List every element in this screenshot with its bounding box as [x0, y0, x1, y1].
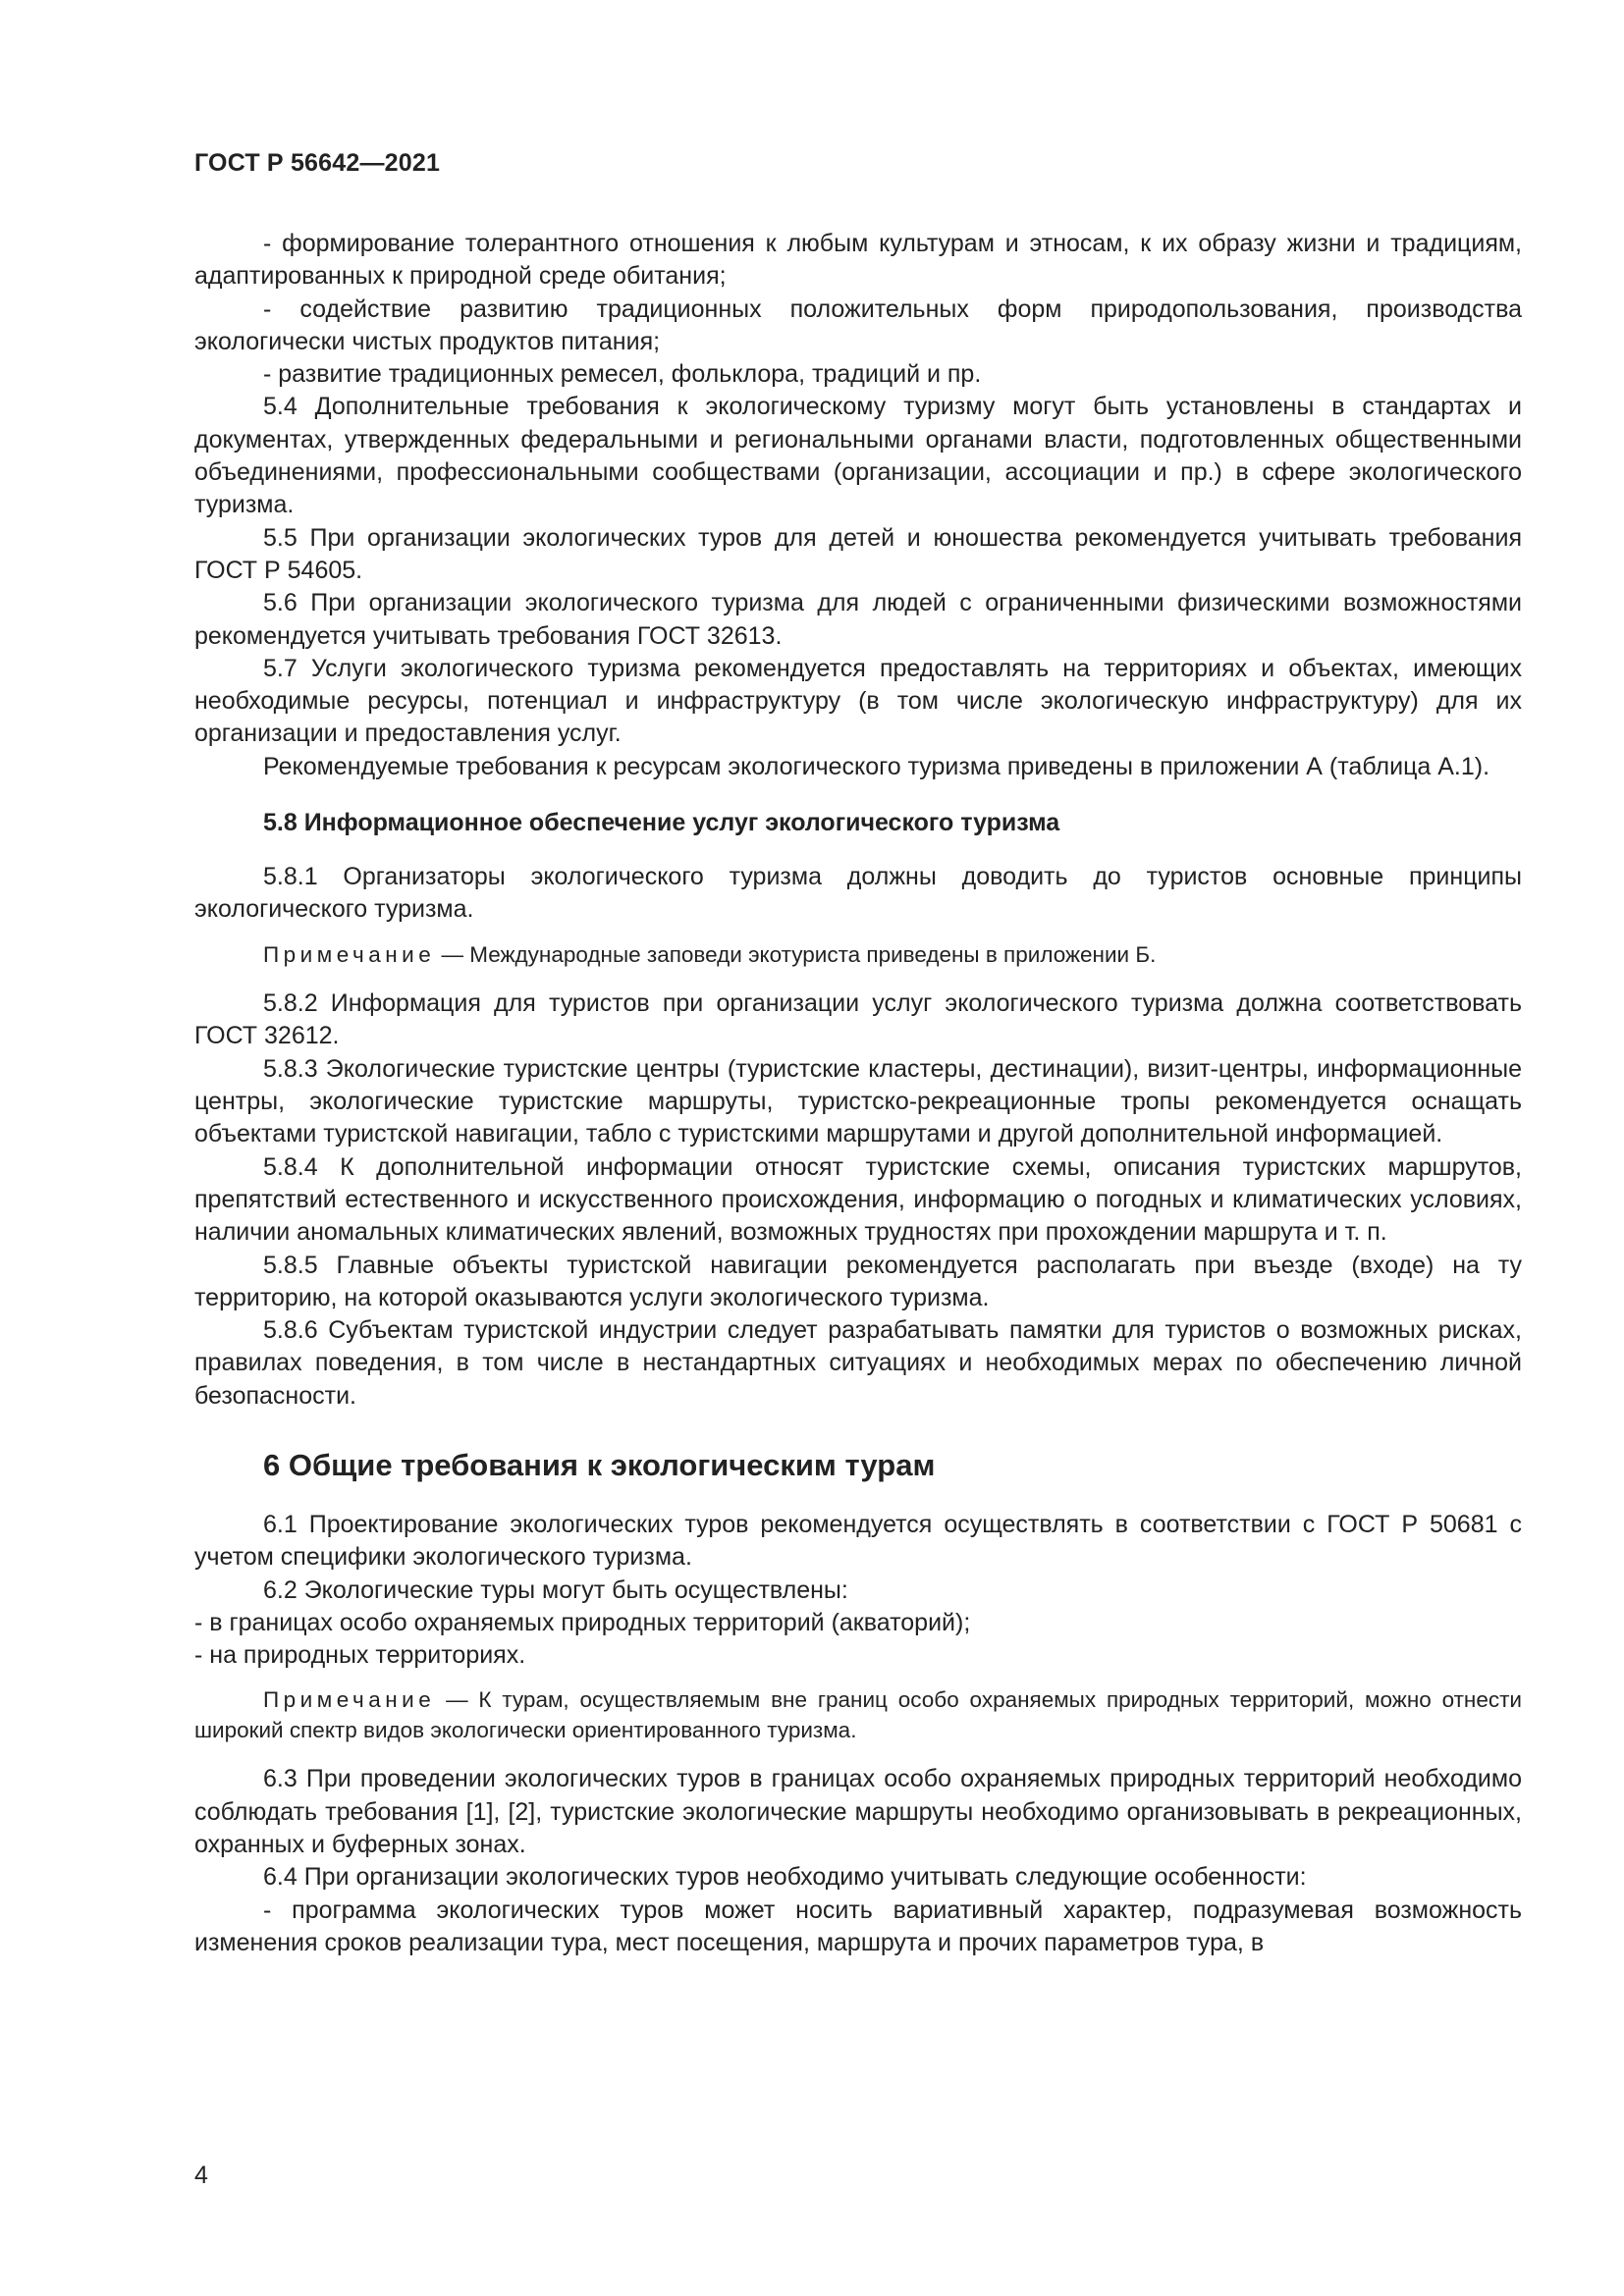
- list-item: - в границах особо охраняемых природных территорий (акваторий);: [194, 1608, 971, 1636]
- clause-6-4: 6.4 При организации экологических туров необходимо учитывать следующие особенности:: [263, 1863, 1307, 1892]
- note: [194, 940, 1522, 971]
- paragraph: - содействие развитию традиционных положительных форм природопользования, производства экологически чистых продуктов питания;: [194, 294, 1522, 355]
- note-text: — Международные заповеди экотуриста приведены в приложении Б.: [435, 941, 1157, 967]
- clause-5-7: 5.7 Услуги экологического туризма рекомендуется предоставлять на территориях и объектах, имеющих необходимые ресурсы, потенциал и инфраструктуру (в том числе экологическую инфраструктуру) для их организации и предоставления услуг.: [194, 654, 1522, 748]
- paragraph: - развитие традиционных ремесел, фольклора, традиций и пр.: [263, 360, 982, 389]
- paragraph: Рекомендуемые требования к ресурсам экологического туризма приведены в приложении А (таблица А.1).: [263, 752, 1490, 780]
- clause-6-3: 6.3 При проведении экологических туров в границах особо охраняемых природных территорий необходимо соблюдать требования [1], [2], туристские экологические маршруты необходимо организовывать в рекреационных, охранных и буферных зонах.: [194, 1765, 1522, 1859]
- page-number: 4: [194, 2162, 208, 2189]
- note-text: — К турам, осуществляемым вне границ особо охраняемых природных территорий, можно отнести широкий спектр видов экологически ориентированного туризма.: [194, 1687, 1522, 1742]
- clause-5-8-6: 5.8.6 Субъектам туристской индустрии следует разрабатывать памятки для туристов о возможных рисках, правилах поведения, в том числе в нестандартных ситуациях и необходимых мерах по обеспечению личной безопасности.: [194, 1316, 1522, 1410]
- note-label: Примечание: [263, 941, 436, 967]
- clause-5-8-5: 5.8.5 Главные объекты туристской навигации рекомендуется располагать при въезде (входе) на ту территорию, на которой оказываются услуги экологического туризма.: [194, 1251, 1522, 1311]
- clause-6-2: 6.2 Экологические туры могут быть осуществлены:: [263, 1575, 848, 1604]
- document-body: [194, 228, 1522, 1959]
- clause-5-8-4: 5.8.4 К дополнительной информации относят туристские схемы, описания туристских маршрутов, препятствий естественного и искусственного происхождения, информацию о погодных и климатических условиях, наличии аномальных климатических явлений, возможных трудностях при прохождении маршрута и т. п.: [194, 1152, 1522, 1247]
- subsection-heading-5-8: 5.8 Информационное обеспечение услуг экологического туризма: [263, 809, 1060, 837]
- clause-5-4: 5.4 Дополнительные требования к экологическому туризму могут быть установлены в стандартах и документах, утвержденных федеральными и региональными органами власти, подготовленных общественными объединениями, профессиональными сообществами (организации, ассоциации и пр.) в сфере экологического туризма.: [194, 393, 1522, 519]
- list-item: - на природных территориях.: [194, 1641, 526, 1670]
- clause-6-1: 6.1 Проектирование экологических туров рекомендуется осуществлять в соответствии с ГОСТ Р 50681 с учетом специфики экологического туризма.: [194, 1511, 1522, 1572]
- document-code-header: ГОСТ Р 56642—2021: [194, 149, 441, 177]
- section-heading-6: 6 Общие требования к экологическим турам: [263, 1448, 936, 1482]
- note-label: Примечание: [263, 1687, 436, 1713]
- list-item: - программа экологических туров может носить вариативный характер, подразумевая возможность изменения сроков реализации тура, мест посещения, маршрута и прочих параметров тура, в: [194, 1896, 1522, 1956]
- clause-5-8-2: 5.8.2 Информация для туристов при организации услуг экологического туризма должна соответствовать ГОСТ 32612.: [194, 989, 1522, 1050]
- paragraph: - формирование толерантного отношения к любым культурам и этносам, к их образу жизни и традициям, адаптированных к природной среде обитания;: [194, 230, 1522, 291]
- clause-5-8-3: 5.8.3 Экологические туристские центры (туристские кластеры, дестинации), визит-центры, информационные центры, экологические туристские маршруты, туристско-рекреационные тропы рекомендуется оснащать объектами туристской навигации, табло с туристскими маршрутами и другой дополнительной информацией.: [194, 1054, 1522, 1148]
- clause-5-6: 5.6 При организации экологического туризма для людей с ограниченными физическими возможностями рекомендуется учитывать требования ГОСТ 32613.: [194, 589, 1522, 650]
- clause-5-5: 5.5 При организации экологических туров для детей и юношества рекомендуется учитывать требования ГОСТ Р 54605.: [194, 523, 1522, 584]
- clause-5-8-1: 5.8.1 Организаторы экологического туризма должны доводить до туристов основные принципы экологического туризма.: [194, 863, 1522, 924]
- note: [194, 1685, 1522, 1745]
